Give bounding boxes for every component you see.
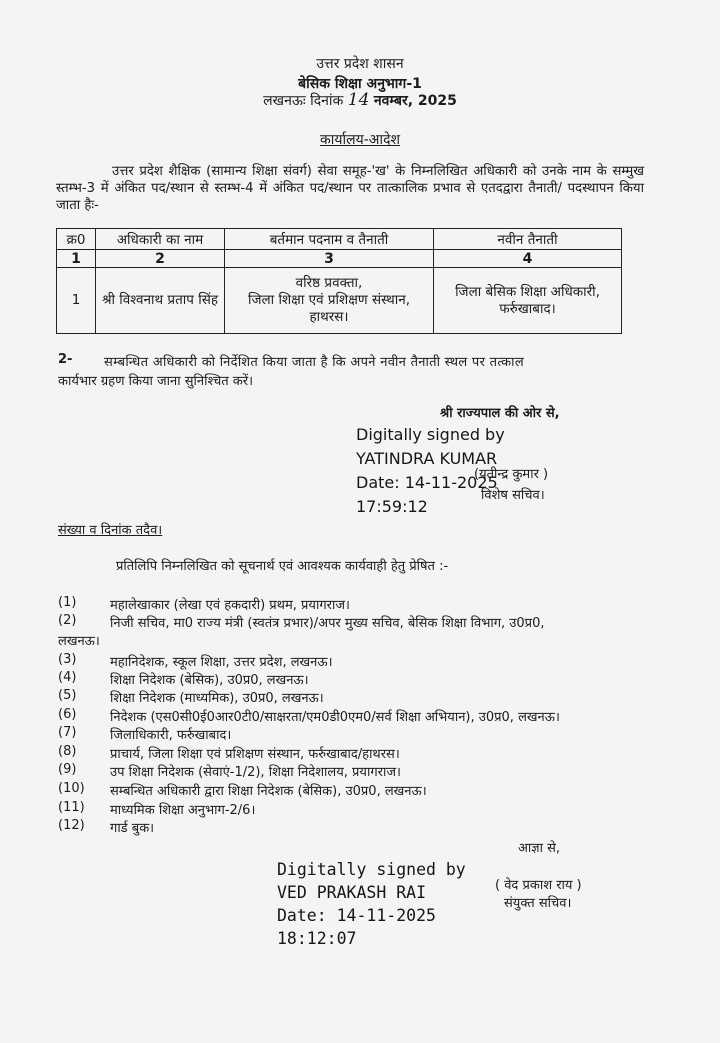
- para2-line1: सम्बन्धित अधिकारी को निर्देशित किया जाता है कि अपने नवीन तैनाती स्थल पर तत्काल: [104, 355, 524, 370]
- new-post-line: फर्रुखाबाद।: [499, 300, 556, 317]
- list-item-number: (1): [58, 595, 77, 610]
- para2-line2: कार्यभार ग्रहण किया जाना सुनिश्चित करें।: [58, 374, 254, 389]
- list-item: शिक्षा निदेशक (माध्यमिक), उ0प्र0, लखनऊ।: [110, 691, 324, 706]
- list-item-number: (4): [58, 670, 77, 685]
- sig1-line3: Date: 14-11-2025: [356, 473, 498, 492]
- signatory1-name: (यतीन्द्र कुमार ): [474, 467, 549, 482]
- header-date-line: [0, 90, 720, 110]
- list-item: प्राचार्य, जिला शिक्षा एवं प्रशिक्षण संस्थान, फर्रुखाबाद/हाथरस।: [110, 747, 400, 762]
- row-serial: 1: [57, 268, 96, 334]
- header-current-post: बर्तमान पदनाम व तैनाती: [225, 229, 434, 250]
- header-officer-name: अधिकारी का नाम: [96, 229, 225, 250]
- list-item-number: (12): [58, 818, 85, 833]
- list-item-number: (6): [58, 707, 77, 722]
- list-item-number: (3): [58, 652, 77, 667]
- order-by-line: आज्ञा से,: [518, 841, 561, 856]
- header-new-post: नवीन तैनाती: [434, 229, 622, 250]
- list-item: निदेशक (एस0सी0ई0आर0टी0/साक्षरता/एम0डी0एम0/सर्व शिक्षा अभियान), उ0प्र0, लखनऊ।: [110, 710, 560, 725]
- list-item: शिक्षा निदेशक (बेसिक), उ0प्र0, लखनऊ।: [110, 673, 309, 688]
- digital-signature-2: [277, 858, 466, 950]
- list-item-number: (9): [58, 762, 77, 777]
- column-number: 3: [225, 250, 434, 268]
- para2-number: 2-: [58, 352, 73, 367]
- sig1-line4: 17:59:12: [356, 497, 428, 516]
- current-post-line: जिला शिक्षा एवं प्रशिक्षण संस्थान,: [248, 292, 410, 308]
- header-place: लखनऊः दिनांक: [263, 93, 344, 109]
- row-officer-name: श्री विश्वनाथ प्रताप सिंह: [96, 268, 225, 334]
- list-item: महानिदेशक, स्कूल शिक्षा, उत्तर प्रदेश, लखनऊ।: [110, 655, 333, 670]
- list-item: उप शिक्षा निदेशक (सेवाएं-1/2), शिक्षा निदेशालय, प्रयागराज।: [110, 765, 401, 780]
- table-header-row: [57, 229, 622, 250]
- list-item: सम्बन्धित अधिकारी द्वारा शिक्षा निदेशक (बेसिक), उ0प्र0, लखनऊ।: [110, 784, 427, 799]
- sig2-line3: Date: 14-11-2025: [277, 906, 436, 925]
- column-number: 4: [434, 250, 622, 268]
- new-post-line: जिला बेसिक शिक्षा अधिकारी,: [455, 283, 600, 300]
- reference-line: संख्या व दिनांक तदैव।: [58, 523, 163, 538]
- document-title: कार्यालय-आदेश: [319, 132, 401, 148]
- list-item-number: (2): [58, 613, 77, 628]
- table-row: [57, 268, 622, 334]
- signatory2-designation: संयुक्त सचिव।: [504, 896, 572, 911]
- signatory2-name: ( वेद प्रकाश राय ): [495, 878, 582, 893]
- sig2-line4: 18:12:07: [277, 929, 357, 948]
- signatory1-designation: विशेष सचिव।: [481, 488, 545, 503]
- current-post-line: वरिष्ठ प्रवक्ता,: [295, 275, 363, 291]
- list-item-number: (10): [58, 781, 85, 796]
- current-post-line: हाथरस।: [309, 309, 349, 325]
- list-item: गार्ड बुक।: [110, 821, 155, 836]
- list-item-number: (5): [58, 688, 77, 703]
- list-item: महालेखाकार (लेखा एवं हकदारी) प्रथम, प्रयागराज।: [110, 598, 350, 613]
- row-new-post: [434, 268, 622, 334]
- list-item-number: (11): [58, 800, 85, 815]
- sig1-line1: Digitally signed by: [356, 425, 505, 444]
- header-month-year: नवम्बर, 2025: [373, 93, 457, 109]
- list-item-continuation: लखनऊ।: [58, 634, 100, 649]
- transfer-table: [56, 228, 622, 334]
- list-item: माध्यमिक शिक्षा अनुभाग-2/6।: [110, 803, 256, 818]
- list-item: निजी सचिव, मा0 राज्य मंत्री (स्वतंत्र प्रभार)/अपर मुख्य सचिव, बेसिक शिक्षा विभाग, उ0प्र0,: [110, 616, 545, 631]
- sig2-line1: Digitally signed by: [277, 860, 466, 879]
- header-serial: क्र0: [57, 229, 96, 250]
- governor-line: श्री राज्यपाल की ओर से,: [440, 406, 560, 421]
- list-item-number: (7): [58, 725, 77, 740]
- intro-paragraph: उत्तर प्रदेश शैक्षिक (सामान्य शिक्षा संवर्ग) सेवा समूह-'ख' के निम्नलिखित अधिकारी को उनके नाम के सम्मुख स्तम्भ-3 में अंकित पद/स्थान से स्तम्भ-4 में अंकित पद/स्थान पर तात्कालिक प्रभाव से एतदद्वारा तैनाती/ पदस्थापन किया जाता हैः-: [56, 164, 644, 213]
- row-current-post: [225, 268, 434, 334]
- table-number-row: [57, 250, 622, 268]
- list-item-number: (8): [58, 744, 77, 759]
- column-number: 2: [96, 250, 225, 268]
- header-government: उत्तर प्रदेश शासन: [316, 56, 404, 72]
- copy-intro: प्रतिलिपि निम्नलिखित को सूचनार्थ एवं आवश्यक कार्यवाही हेतु प्रेषित :-: [116, 559, 449, 574]
- sig2-line2: VED PRAKASH RAI: [277, 883, 427, 902]
- column-number: 1: [57, 250, 96, 268]
- sig1-line2: YATINDRA KUMAR: [356, 449, 498, 468]
- header-day-handwritten: 14: [347, 90, 370, 110]
- header-section: बेसिक शिक्षा अनुभाग-1: [298, 76, 422, 92]
- list-item: जिलाधिकारी, फर्रुखाबाद।: [110, 728, 232, 743]
